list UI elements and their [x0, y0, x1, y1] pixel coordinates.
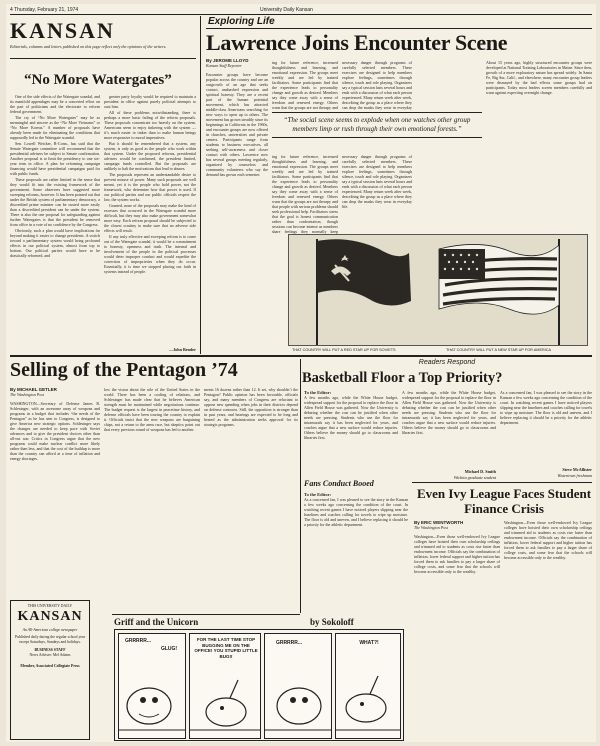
exploring-column-4: About 15 years ago, highly structured encounter groups were developed at National Training Laboratories in Maine. Since then, growth of a more exploratory nature has spread widely. In Santa Fe, Big Sur, Calif., and elsewhere, many encounter group leaders were dismayed by the bad effects some groups had on participants. Today most leaders screen members carefully and warn against expecting overnight change.: [486, 60, 592, 95]
divider: [112, 614, 300, 615]
byline-sub: The Washington Post: [10, 392, 44, 397]
speech-balloon: GLUG!: [160, 646, 178, 652]
comic-panel-3: [264, 633, 332, 739]
paragraph: The proposals represent an understandable desire to prevent misuse of power. Many such proposals are well meant, yet it is the people who hold power, not the framework, who determine how that power is used. If our political parties and our public officials respect the law, the system works.: [104, 172, 196, 202]
box-office: BUSINESS STAFF: [34, 648, 66, 653]
signature-name: Steve McAllister: [562, 467, 592, 472]
paragraph: But it should be remembered that a system, any system, is only as good as the people who work within that system. Under the proposed reforms, presidential advisers would be confirmed, the president limited, campaign funds controlled. But the proposals are unlikely to halt the motivations that lead to abuses.: [104, 141, 196, 171]
pentagon-byline: [10, 387, 100, 399]
pentagon-column-1: WASHINGTON—Secretary of Defense James R. Schlesinger, with an awesome array of weapons and programs in a budget that includes “the needs of the Pentagon” as he has sent to Congress, is designed to give America new strategic options. Schlesinger says the changes are needed to keep pace with Soviet advances and to give the president choices other than all-out war. Critics in Congress argue that the new programs could make nuclear conflict more likely rather than less, and that the cost of the buildup is more than the country can afford at a time of inflation and energy shortages.: [10, 401, 100, 461]
ivy-byline: [414, 520, 500, 532]
section-divider: [10, 355, 592, 357]
comic-panel-1: [118, 633, 186, 739]
griff-drawing: [119, 666, 185, 736]
signature-name: Michael D. Smith: [464, 469, 496, 474]
paragraph: Obviously, such a plan would have implications far beyond making it easier to change presidents. A switch toward a parliamentary system would bring profound effects in our political system, almost from top to bottom. Our political parties would have to be drastically reformed, and: [10, 228, 100, 258]
page-date: 4 Thursday, February 21, 1974: [10, 7, 79, 13]
letter-1-signature: [402, 468, 496, 482]
comic-author: by Sokoloff: [310, 617, 354, 627]
byline: By MICHAEL GETLER: [10, 387, 57, 392]
letter-2-signature: [500, 466, 592, 480]
box-slogan: An All-American college newspaper: [22, 627, 78, 632]
box-office-2: News Adviser: Mel Adams: [29, 652, 71, 657]
ivy-column-2: Washington—Even those well-endowed Ivy League colleges have hoisted their own scholarship ceilings and trimmed aid to students as costs rise faster than endowment income. Officials say the combination of inflation, lower federal support and higher tuition has forced them to ask families to pay a larger share of college costs, and some fear that the schools will become accessible only to the wealthy.: [504, 520, 592, 560]
griff-drawing: [265, 666, 331, 736]
letter-2-continued: As a concerned fan, I was pleased to see the story in the Kansan a few weeks ago concerning the condition of the court. In watching recent games I have noticed players slipping near the baselines and coaches calling for towels to wipe up moisture. The floor is old and uneven, and I believe replacing it should be a priority for the athletic department.: [500, 390, 592, 425]
speech-balloon: GRRRRR...: [275, 640, 303, 646]
byline-sub: The Washington Post: [414, 525, 448, 530]
box-paper: THIS UNIVERSITY DAILY: [27, 604, 73, 608]
readers-respond-label: Readers Respond: [418, 359, 476, 366]
photo-caption-right: THAT COUNTRY WILL PUT A NEW STAR UP FOR AMERICA: [446, 348, 552, 352]
fans-subhead: Fans Conduct Booed: [304, 479, 374, 488]
letter-2: [304, 492, 408, 612]
exploring-headline: Lawrence Joins Encounter Scene: [206, 30, 508, 55]
pull-quote: “The social scene seems to explode when one watches other group members limp or rush through their own emotional forests.”: [272, 112, 482, 138]
paper-name: University Daily Kansan: [260, 7, 313, 13]
letter-1: [304, 390, 398, 476]
newspaper-page: [6, 4, 596, 742]
masthead-name: KANSAN: [10, 18, 115, 43]
masthead: [10, 18, 196, 54]
exploring-column-2: ing for future reference, increased thoughtfulness and learning, and emotional expression. The groups meet weekly and are led by trained facilitators. Some participants find that the experience leads to personality change and growth as desired. Members say they come away with a sense of freedom and renewed energy. Others warn that the groups are not therapy and: [272, 60, 338, 110]
paragraph: Sen. Lowell Weicker, R-Conn., has said that the Senate Watergate committee will recommend that the presidential advisers be subject to Senate confirmation. Another proposal is to limit the presidency to one six-year term in office. A plan for reforming campaign financing would have presidential campaigns paid for with public funds.: [10, 141, 100, 176]
paragraph: If any truly effective and sweeping reform is to come out of the Watergate scandal, it would be a commitment to honesty, openness and truth. The internal and involvement of the people in the political processes would deter improper conduct and would expedite the correction of improprieties when they do occur. Essentially, it is time we stopped placing our faith in systems instead of people.: [104, 234, 196, 274]
letter-salutation: To the Editor:: [304, 390, 332, 395]
flags-illustration: [288, 234, 588, 346]
editorial-signature: —John Bender: [168, 347, 196, 352]
box-name: KANSAN: [17, 608, 83, 624]
editorial-headline: “No More Watergates”: [24, 72, 172, 88]
paragraph: Granted, none of the proposals may make the kind of excesses that occurred in the Watergate scandal more difficult, but they may also make government somewhat more easy. Each reform proposal should be subjected to the closest scrutiny to make sure that no adverse side effects will result.: [104, 203, 196, 233]
editorial-column-1: [10, 94, 100, 350]
basketball-headline: Basketball Floor a Top Priority?: [302, 370, 503, 386]
dateline: [10, 6, 592, 15]
exploring-byline: [206, 58, 268, 70]
photo-caption-left: THAT COUNTRY WILL PUT A RED STAR UP FOR SOVIETS: [292, 348, 396, 352]
exploring-column-3: necessary danger through programs of carefully selected members. These exercises are designed to help members explore feelings, sometimes through silence, touch and role playing. Organizers say a typical session lasts several hours and ends with a discussion of what each person experienced. Many return week after week, describing the group as a place where they can drop the masks they wear in everyday: [342, 60, 412, 110]
exploring-column-1: Encounter groups have become popular across the country and are an outgrowth of an age that seeks contact, unabashed expression and spiritual honesty. They are a recent part of the human potential movement, which has attracted middle-class Americans searching for new ways to open up to others. The movement has grown steadily since its beginnings in California in the 1960s, and encounter groups are now offered in churches, universities and private centers. Participants range from students to business executives, all seeking self-awareness and closer contact with others. Lawrence now has several groups meeting regularly, organized by counselors and community volunteers who say the demand has grown each semester.: [206, 72, 268, 177]
paragraph: One of the side effects of the Watergate scandal, and its manifold appendages may be a concerted effort on the part of politicians and the electorate to reform federal government.: [10, 94, 100, 114]
exploring-column-3b: necessary danger through programs of carefully selected members. These exercises are designed to help members explore feelings, sometimes through silence, touch and role playing. Organizers say a typical session lasts several hours and ends with a discussion of what each person experienced. Many return week after week, describing the group as a place where they can drop the masks they wear in everyday life.: [342, 154, 412, 209]
pentagon-column-2: low the vision about the role of the United States in the world. There has been a cooling of relations, and Schlesinger has made clear that he believes American strength must be maintained while negotiations continue. The budget request is the largest in peacetime history, and defense officials have been touring the country to explain it. Officials insist that the new weapons are bargaining chips, not a return to the arms race, but skeptics point out that every previous round of weapons has led to another.: [104, 387, 200, 432]
letter-salutation: To the Editor:: [304, 492, 332, 497]
masthead-tagline: Editorials, columns and letters published on this page reflect only the opinions of the writers.: [10, 44, 167, 49]
comic-panel-4: [335, 633, 401, 739]
speech-balloon: FOR THE LAST TIME STOP BUGGING ME ON THE OFFICE! YOU STUPID LITTLE BUG!!: [194, 637, 258, 659]
comic-title: Griff and the Unicorn: [114, 617, 199, 627]
letter-body: A few months ago, while the White House budget, widespread support for the proposal to replace the floor in Allen Field House was gathered. Now the University is debating whether the cost can be justified when other needs are pressing. Students who use the floor for intramurals say it has been neglected for years, and coaches argue that a new surface would reduce injuries. Others believe the money should go to classrooms and libraries first.: [304, 395, 398, 440]
exploring-column-2b: ing for future reference, increased thoughtfulness and learning, and emotional expression. The groups meet weekly and are led by trained facilitators. Some participants find that the experience leads to personality change and growth as desired. Members say they come away with a sense of freedom and renewed energy. Others warn that the groups are not therapy and that people with serious problems should seek professional help. Facilitators stress that the goal is honest communication rather than confrontation, though sessions can become intense as members share feelings they normally keep: [272, 154, 338, 234]
pentagon-headline: Selling of the Pentagon ’74: [10, 359, 238, 381]
paragraph: greater party loyalty would be required to maintain a president in office against purely political attempts to oust him.: [104, 94, 196, 109]
speech-balloon: GRRRRR...: [124, 638, 152, 644]
divider: [10, 58, 196, 59]
byline: By ERIC WENTWORTH: [414, 520, 464, 525]
divider: [206, 28, 592, 29]
section-tag: Exploring Life: [208, 16, 275, 27]
kansan-info-box: [10, 600, 90, 740]
letter-body: As a concerned fan, I was pleased to see the story in the Kansan a few weeks ago concerning the condition of the court. In watching recent games I have noticed players slipping near the baselines and coaches calling for towels to wipe up moisture. The floor is old and uneven, and I believe replacing it should be a priority for the athletic department.: [304, 497, 408, 527]
ivy-column-1: Washington—Even those well-endowed Ivy League colleges have hoisted their own scholarship ceilings and trimmed aid to students as costs rise faster than endowment income. Officials say the combination of inflation, lower federal support and higher tuition has forced them to ask families to pay a larger share of college costs, and some fear that the schools will become accessible only to the wealthy.: [414, 534, 500, 574]
signature-title: Wichita graduate student: [453, 475, 496, 480]
pentagon-column-3: ments 16 dozens rather than 12. It set, why shouldn’t the Pentagon? Public opinion has been favorable, officials say, and many members of Congress are reluctant to oppose new spending when jobs in their districts depend on defense contracts. Still, the opposition is stronger than in past years, and hearings are expected to be long and heated as the administration seeks approval for its strategic programs.: [204, 387, 298, 427]
comic-strip: [114, 629, 404, 741]
editorial-column-2: [104, 94, 196, 350]
column-rule: [200, 16, 201, 354]
paragraph: These proposals are rather limited in the sense that they would fit into the existing framework of the government. Some observers have suggested more sweeping reforms, however. It has been pointed out that under the British system of parliamentary democracy, a discredited prime minister can be ousted more easily than a discredited president can be under the system. There is also the one proposal for safeguarding against further Watergates is that the president be removed from office in a vote of no confidence by the Congress.: [10, 177, 100, 227]
comic-panel-2: [189, 633, 261, 739]
box-desc: Published daily during the regular school year except Saturdays, Sundays and holidays.: [14, 635, 85, 644]
ivy-league-headline: Even Ivy League Faces Student Finance Crisis: [416, 486, 592, 516]
divider: [412, 482, 592, 483]
byline-sub: Kansan Staff Reporter: [206, 63, 242, 68]
flags-drawing: [289, 235, 588, 346]
speech-balloon: WHAT?!: [359, 640, 379, 646]
column-rule: [300, 359, 301, 613]
letter-1-continued: A few months ago, while the White House budget, widespread support for the proposal to replace the floor in Allen Field House was gathered. Now the University is debating whether the cost can be justified when other needs are pressing. Students who use the floor for intramurals say it has been neglected for years, and coaches argue that a new surface would reduce injuries. Others believe the money should go to classrooms and libraries first.: [402, 390, 496, 435]
paragraph: All of these problems notwithstanding, there is perhaps a more basic failing of the reform proposals. These proposals concentrate too heavily on the system. Americans seem to enjoy tinkering with the system — it’s much easier to tinker than to make human beings more responsive to moral imperatives.: [104, 110, 196, 140]
byline: By JEROME LLOYD: [206, 58, 249, 63]
signature-title: Watertown freshman: [557, 473, 592, 478]
unicorn-drawing: [190, 676, 260, 736]
paragraph: The cry of “No More Watergates” may be as meaningful and sincere as the “No More Vietnams” or “No More Koreas.” A number of proposals have already been made for eliminating the conditions that supposedly led to the Watergate scandal.: [10, 115, 100, 140]
box-footer: Member, Associated Collegiate Press: [20, 663, 80, 668]
unicorn-drawing: [336, 666, 400, 736]
